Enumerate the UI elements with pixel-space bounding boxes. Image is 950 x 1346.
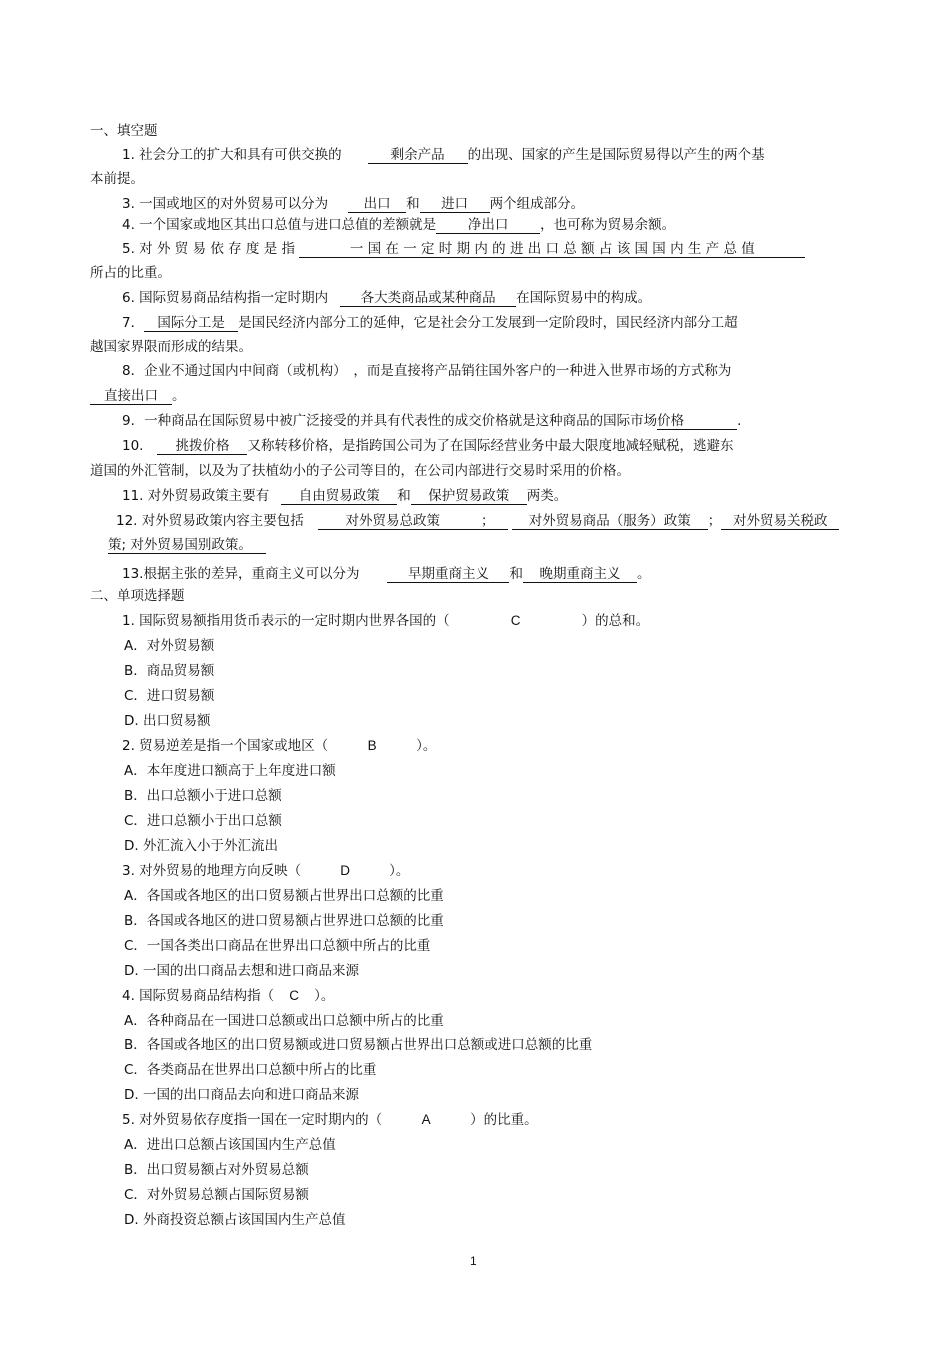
mcq-2-option-d: D. 外汇流入小于外汇流出 bbox=[124, 838, 278, 854]
mcq-4-option-a: A．各种商品在一国进口总额或出口总额中所占的比重 bbox=[124, 1013, 444, 1029]
mcq-4-option-c: C．各类商品在世界出口总额中所占的比重 bbox=[124, 1062, 377, 1078]
fill-q8: 8．企业不通过国内中间商（或机构） ，而是直接将产品销往国外客户的一种进入世界市场的方式称为 bbox=[122, 363, 732, 379]
fill-q11: 11. 对外贸易政策主要有 自由贸易政策 和 保护贸易政策 两类。 bbox=[122, 488, 568, 504]
mcq-5-option-c: C．对外贸易总额占国际贸易额 bbox=[124, 1187, 309, 1203]
answer-blank: 国际分工是 bbox=[144, 315, 238, 332]
answer-blank: 价格 bbox=[657, 413, 737, 430]
answer-blank: 出口 bbox=[348, 196, 406, 213]
fill-q4: 4. 一个国家或地区其出口总值与进口总值的差额就是 净出口 ，也可称为贸易余额。 bbox=[122, 217, 676, 233]
fill-q7-continuation: 越国家界限而形成的结果。 bbox=[90, 339, 252, 355]
section-title-fill-in: 一、填空题 bbox=[90, 123, 158, 139]
answer-blank: 进口 bbox=[420, 196, 490, 213]
fill-q5-continuation: 所占的比重。 bbox=[90, 265, 171, 281]
mcq-3-option-b: B．各国或各地区的进口贸易额占世界进口总额的比重 bbox=[124, 913, 444, 929]
answer-separator: ； bbox=[468, 513, 508, 530]
mcq-1-option-d: D. 出口贸易额 bbox=[124, 713, 211, 729]
mcq-3-option-c: C．一国各类出口商品在世界出口总额中所占的比重 bbox=[124, 938, 431, 954]
answer-blank: 剩余产品 bbox=[368, 147, 468, 164]
mcq-answer: A bbox=[421, 1112, 431, 1127]
answer-blank: 净出口 bbox=[436, 217, 540, 234]
mcq-5-option-a: A．进出口总额占该国国内生产总值 bbox=[124, 1137, 336, 1153]
mcq-answer: C bbox=[510, 613, 521, 628]
page-number: 1 bbox=[470, 1254, 477, 1268]
fill-q3: 3. 一国或地区的对外贸易可以分为 出口 和 进口 两个组成部分。 bbox=[122, 196, 585, 212]
answer-blank: 直接出口 bbox=[90, 388, 172, 405]
fill-q8-continuation: 直接出口 。 bbox=[90, 387, 186, 405]
mcq-3-stem: 3. 对外贸易的地理方向反映（ D ）。 bbox=[122, 863, 410, 879]
answer-blank: 保护贸易政策 bbox=[411, 488, 527, 505]
answer-blank: 对外贸易商品（服务）政策 bbox=[512, 513, 708, 530]
answer-blank: 挑拨价格 bbox=[157, 438, 247, 455]
mcq-2-option-b: B．出口总额小于进口总额 bbox=[124, 788, 282, 804]
mcq-2-stem: 2. 贸易逆差是指一个国家或地区（ B ）。 bbox=[122, 738, 437, 754]
answer-blank: 各大类商品或某种商品 bbox=[340, 290, 516, 307]
fill-q12-continuation bbox=[108, 536, 266, 554]
mcq-1-option-c: C．进口贸易额 bbox=[124, 688, 215, 704]
fill-q7: 7． 国际分工是 是国民经济内部分工的延伸，它是社会分工发展到一定阶段时，国民经济内部分工超 bbox=[122, 315, 738, 331]
answer-blank: 一 国 在 一 定 时 期 内 的 进 出 口 总 额 占 该 国 国 内 生 产 总 值 bbox=[299, 241, 805, 258]
mcq-5-stem: 5. 对外贸易依存度指一国在一定时期内的（ A ）的比重。 bbox=[122, 1112, 538, 1128]
mcq-2-option-a: A．本年度进口额高于上年度进口额 bbox=[124, 763, 336, 779]
fill-q6: 6. 国际贸易商品结构指一定时期内 各大类商品或某种商品 在国际贸易中的构成。 bbox=[122, 290, 652, 306]
mcq-4-option-d: D. 一国的出口商品去向和进口商品来源 bbox=[124, 1087, 359, 1103]
mcq-answer: D bbox=[340, 863, 351, 878]
mcq-5-option-b: B．出口贸易额占对外贸易总额 bbox=[124, 1162, 309, 1178]
section-title-single-choice: 二、单项选择题 bbox=[90, 588, 185, 604]
mcq-1-option-a: A．对外贸易额 bbox=[124, 638, 215, 654]
mcq-5-option-d: D. 外商投资总额占该国国内生产总值 bbox=[124, 1212, 346, 1228]
mcq-4-stem: 4. 国际贸易商品结构指（ C ）。 bbox=[122, 988, 335, 1004]
mcq-3-option-a: A．各国或各地区的出口贸易额占世界出口总额的比重 bbox=[124, 888, 444, 904]
fill-q12: 12. 对外贸易政策内容主要包括 对外贸易总政策 ； 对外贸易商品（服务）政策 ； 对外贸易关税政 bbox=[116, 512, 839, 530]
mcq-3-option-d: D. 一国的出口商品去想和进口商品来源 bbox=[124, 963, 359, 979]
fill-q10-continuation: 道国的外汇管制，以及为了扶植幼小的子公司等目的，在公司内部进行交易时采用的价格。 bbox=[90, 463, 630, 479]
fill-q1: 1. 社会分工的扩大和具有可供交换的 剩余产品 的出现、国家的产生是国际贸易得以产生的两个基 bbox=[122, 147, 765, 163]
mcq-1-option-b: B．商品贸易额 bbox=[124, 663, 215, 679]
answer-blank: 自由贸易政策 bbox=[281, 488, 397, 505]
answer-blank: 早期重商主义 bbox=[387, 566, 509, 583]
answer-blank: 对外贸易关税政 bbox=[721, 513, 839, 530]
mcq-answer: B bbox=[367, 738, 377, 753]
answer-blank: 对外贸易总政策 bbox=[318, 513, 468, 530]
fill-q5: 5. 对 外 贸 易 依 存 度 是 指 一 国 在 一 定 时 期 内 的 进 出 口 总 额 占 该 国 国 内 生 产 总 值 bbox=[122, 240, 805, 258]
fill-q1-continuation: 本前提。 bbox=[90, 171, 144, 187]
mcq-4-option-b: B．各国或各地区的出口贸易额或进口贸易额占世界出口总额或进口总额的比重 bbox=[124, 1037, 593, 1053]
fill-q9: 9．一种商品在国际贸易中被广泛接受的并具有代表性的成交价格就是这种商品的国际市场价格 . bbox=[122, 413, 742, 429]
answer-blank: 晚期重商主义 bbox=[523, 566, 637, 583]
fill-q13: 13.根据主张的差异，重商主义可以分为 早期重商主义 和 晚期重商主义 。 bbox=[122, 566, 651, 582]
fill-q10: 10. 挑拨价格 又称转移价格，是指跨国公司为了在国际经营业务中最大限度地减轻赋税，逃避东 bbox=[122, 438, 734, 454]
mcq-answer: C bbox=[289, 988, 300, 1003]
answer-blank: 策; 对外贸易国别政策。 bbox=[108, 537, 266, 554]
mcq-2-option-c: C．进口总额小于出口总额 bbox=[124, 813, 282, 829]
mcq-1-stem: 1. 国际贸易额指用货币表示的一定时期内世界各国的（ C ）的总和。 bbox=[122, 613, 650, 629]
